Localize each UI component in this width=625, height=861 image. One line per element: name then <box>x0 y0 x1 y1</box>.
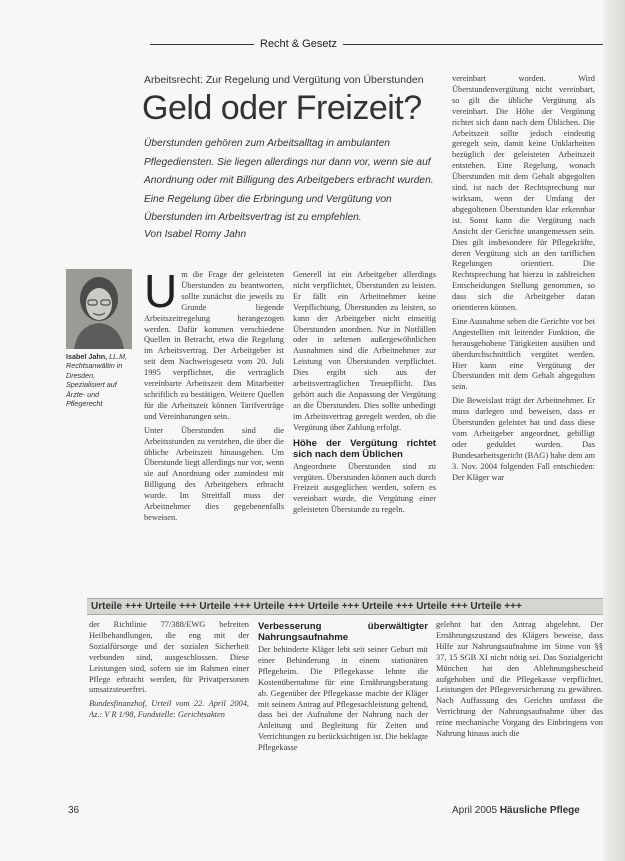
column-1-paragraph-1: m die Frage der geleisteten Überstunden zu beantworten, sollte zunächst die jeweils zu Grunde liegende Arbeitszeitregelung herangezogen werden. Dafür kommen verschiedene Quellen in Betracht, etwa die Regelung im Arbeitsvertrag. Der Arbeitgeber ist seit dem Nachweisgesetz vom 20. Juli 1995 verpflichtet, die vertraglich vereinbarte Arbeitszeit dem Mitarbeiter schriftlich zu bestätigen. Weitere Quellen für die Arbeitszeit können Tarifverträge und Vereinbarungen sein. <box>144 270 284 421</box>
rubric-rule-left <box>150 44 254 45</box>
urteile-case-title: Verbesserung überwältigter Nahrungsaufnahme <box>258 621 428 643</box>
urteile-banner: Urteile +++ Urteile +++ Urteile +++ Urteile +++ Urteile +++ Urteile +++ Urteile +++ Urteile +++ <box>87 598 607 615</box>
article-headline: Geld oder Freizeit? <box>142 89 422 127</box>
magazine-name: Häusliche Pflege <box>499 805 580 816</box>
article-column-3 <box>452 74 595 569</box>
article-kicker: Arbeitsrecht: Zur Regelung und Vergütung von Überstunden <box>144 74 424 86</box>
column-2-paragraph-2: Angeordnete Überstunden sind zu vergüten. Überstunden können auch durch Freizeit ausgeglichen werden, sofern es vereinbart wurde, die Vergütung einer geleisteten Überstunde zu regeln. <box>293 461 436 515</box>
urteile-citation: Bundesfinanzhof, Urteil vom 22. April 2004, Az.: V R 1/98, Fundstelle: Gerichtsakten <box>89 699 249 720</box>
page-number: 36 <box>68 805 80 816</box>
urteile-column-2 <box>258 617 428 790</box>
section-rubric <box>150 34 620 54</box>
rubric-rule-right <box>343 44 620 45</box>
article-lead: Überstunden gehören zum Arbeitsalltag in ambulanten Pflegediensten. Sie liegen allerdings nur dann vor, wenn sie auf Anordnung oder mit Billigung des Arbeitgebers erbracht wurden. Eine Regelung über die Erbringung und Vergütung von Überstunden im Arbeitsvertrag ist zu empfehlen. <box>144 138 434 224</box>
issue-footer <box>452 805 580 816</box>
urteile-column-1 <box>89 620 249 790</box>
page-fold-shadow <box>603 0 625 861</box>
column-1-paragraph-2: Unter Überstunden sind die Arbeitsstunden zu verstehen, die über die übliche Arbeitszeit hinausgehen. Um Überstunde liegt allerdings nur vor, wenn sie auf Anordnung oder zumindest mit Billigung des Arbeitgebers erbracht wurde. Im Streitfall muss der Arbeitnehmer dies gegebenenfalls beweisen. <box>144 425 284 522</box>
column-3-paragraph-1: vereinbart worden. Wird Überstundenvergütung nicht vereinbart, so gilt die übliche Vergütung als vereinbart. Die Höhe der Vergütung richtet sich dann nach dem Üblichen. Die Arbeitszeit sollte jedoch eindeutig geregelt sein, damit keine Unklarheiten bezüglich der geleisteten Arbeitszeit entstehen. Eine Regelung, wonach Überstunden mit dem Gehalt abgegolten sind, ist nach der Rechtsprechung nur wirksam, wenn der Umfang der abgegoltenen Überstunden klar erkennbar ist. Sonst kann die Vergütung nach Ansicht der Gerichte unangemessen sein. Dies gilt insbesondere für Pflegekräfte, deren Vergütung sich an den tariflichen Regelungen orientiert. Die Rechtsprechung hat hierzu in zahlreichen Entscheidungen Stellung genommen, so dass sich die Arbeitgeber daran orientieren können. <box>452 74 595 313</box>
urteile-column-1-text: der Richtlinie 77/388/EWG befreiten Heilbehandlungen, die eng mit der Sozialfürsorge und der sozialen Sicherheit verbunden sind, ausgeschlossen. Diese Leistungen sind, sofern sie im Rahmen einer Pflege erbracht werden, für Privatpersonen umsatzsteuerfrei. <box>89 620 249 695</box>
column-3-paragraph-2: Eine Ausnahme sehen die Gerichte vor bei Angestellten mit leitender Funktion, die herausgehobene Tätigkeiten ausüben und überdurchschnittlich vergütet werden. Hier kann eine Vergütung der Überstunden mit dem Gehalt abgegolten sein. <box>452 316 595 392</box>
article-byline: Von Isabel Romy Jahn <box>144 229 247 240</box>
urteile-column-2-text: Der behinderte Kläger lebt seit seiner Geburt mit einer Behinderung in einem stationären Pflegeheim. Die Pflegekasse lehnte die Kostenübernahme für eine Ernährungsberatung ab. Gegenüber der Pflegekasse machte der Kläger mit seinem Antrag auf Pflegesachleistung geltend, dass bei der Aufnahme der Nahrung nach der Anleitung und Begleitung für Zeiten und Verrichtungen zu berücksichtigen ist. Die beklagte Pflegekasse <box>258 645 428 753</box>
author-description: LL.M, Rechtsanwältin in Dresden, Spezialisiert auf Ärzte- und Pflegerecht <box>66 352 128 409</box>
urteile-column-3-text: gelehnt hat den Antrag abgelehnt. Der Ernährungszustand des Klägers beweise, dass Hilfe zur Nahrungsaufnahme im Sinne von §§ 37, 15 SGB XI nicht nötig sei. Das Sozialgericht München hat den Ablehnungsbescheid aufgehoben und die Pflegekasse verpflichtet, Leistungen der Pflegeversicherung zu gewähren. Nach Auffassung des Gerichts umfasst die Verrichtung der Nahrungsaufnahme über das reine mechanische Vorgang des Einbringens von Nahrung hinaus auch die <box>436 620 603 739</box>
issue-date: April 2005 <box>452 805 498 816</box>
column-2-paragraph-1: Generell ist ein Arbeitgeber allerdings nicht verpflichtet, Überstunden zu leisten. Er fällt ein Arbeitnehmer keine Verpflichtung, Überstunden zu leisten, so kann der Arbeitgeber nicht einseitig Überstunden anordnen. Nur in Notfällen oder in seltenen außergewöhnlichen Ausnahmen sind die Arbeitnehmer zur Leistung von Überstunden verpflichtet. Dies ergibt sich aus der arbeitsvertraglichen Treuepflicht. Das gehört auch die Anpassung der Vergütung an die Überstunden. Dies sollte unbedingt im Arbeitsvertrag geregelt werden, ob die Vergütung über Zahlung erfolgt. <box>293 270 436 432</box>
author-name: Isabel Jahn, <box>66 352 108 361</box>
author-caption <box>66 352 132 408</box>
column-3-paragraph-3: Die Beweislast trägt der Arbeitnehmer. Er muss darlegen und beweisen, dass er Überstunden geleistet hat und dass diese vom Arbeitgeber angeordnet, gebilligt oder geduldet wurden. Das Bundesarbeitsgericht (BAG) habe dem am 3. Nov. 2004 folgenden Fall entschieden: Der Kläger war <box>452 396 595 482</box>
article-column-2 <box>293 270 436 570</box>
author-photo <box>66 269 132 349</box>
column-2-subheading: Höhe der Vergütung richtet sich nach dem Üblichen <box>293 437 436 460</box>
article-column-1 <box>144 270 284 570</box>
drop-cap: U <box>144 270 178 317</box>
urteile-column-3 <box>436 620 603 790</box>
rubric-label: Recht & Gesetz <box>260 38 338 50</box>
